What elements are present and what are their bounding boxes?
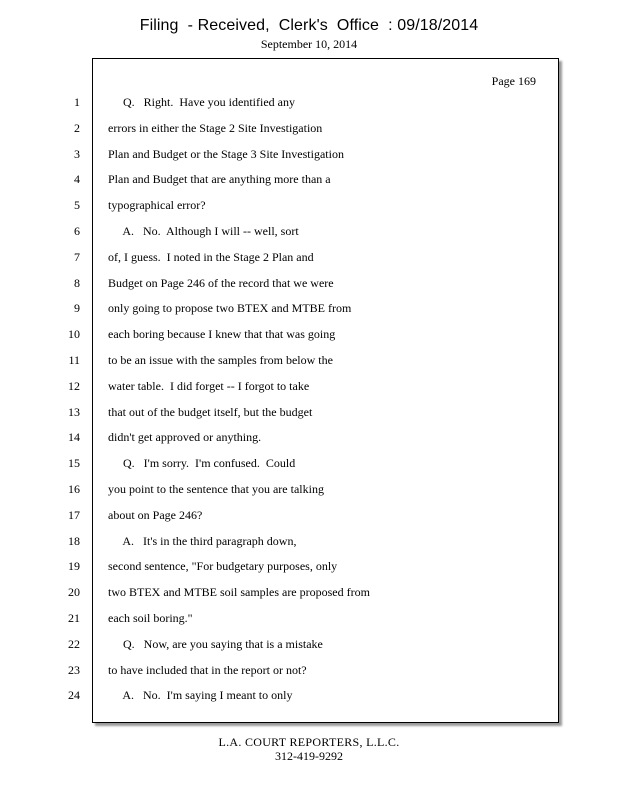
footer-phone: 312-419-9292 [275, 749, 343, 763]
line-number: 12 [68, 379, 80, 393]
line-text: Budget on Page 246 of the record that we were [108, 276, 334, 290]
line-text: Q. Now, are you saying that is a mistake [108, 637, 323, 651]
line-number: 16 [68, 482, 80, 496]
line-number: 7 [74, 250, 80, 264]
line-text: each boring because I knew that that was going [108, 327, 336, 341]
line-number: 17 [68, 508, 80, 522]
line-number: 6 [74, 224, 80, 238]
line-number: 8 [74, 276, 80, 290]
line-text: A. No. Although I will -- well, sort [108, 224, 299, 238]
line-text: to have included that in the report or not? [108, 663, 307, 677]
line-number: 23 [68, 663, 80, 677]
line-number: 5 [74, 198, 80, 212]
line-number: 3 [74, 147, 80, 161]
line-number: 11 [68, 353, 80, 367]
line-text: Plan and Budget that are anything more than a [108, 172, 331, 186]
line-number: 13 [68, 405, 80, 419]
line-text: Q. I'm sorry. I'm confused. Could [108, 456, 296, 470]
line-number: 4 [74, 172, 80, 186]
line-text: didn't get approved or anything. [108, 430, 262, 444]
line-text: to be an issue with the samples from below the [108, 353, 333, 367]
line-number: 14 [68, 430, 80, 444]
line-text: errors in either the Stage 2 Site Investigation [108, 121, 323, 135]
line-text: A. No. I'm saying I meant to only [108, 688, 293, 702]
line-text: Plan and Budget or the Stage 3 Site Investigation [108, 147, 344, 161]
line-text: only going to propose two BTEX and MTBE from [108, 301, 352, 315]
line-number: 1 [74, 95, 80, 109]
line-text: A. It's in the third paragraph down, [108, 534, 297, 548]
filing-stamp: Filing - Received, Clerk's Office : 09/18/2014 [139, 17, 479, 34]
line-text: two BTEX and MTBE soil samples are proposed from [108, 585, 370, 599]
line-number: 20 [68, 585, 80, 599]
line-text: second sentence, "For budgetary purposes, only [108, 559, 338, 573]
line-text: you point to the sentence that you are talking [108, 482, 324, 496]
line-number: 22 [68, 637, 80, 651]
line-number: 15 [68, 456, 80, 470]
line-text: about on Page 246? [108, 508, 203, 522]
page-number: Page 169 [491, 74, 536, 88]
footer-company: L.A. COURT REPORTERS, L.L.C. [218, 735, 400, 749]
line-text: that out of the budget itself, but the budget [108, 405, 313, 419]
line-text: typographical error? [108, 198, 206, 212]
line-text: each soil boring." [108, 611, 193, 625]
line-number: 24 [68, 688, 80, 702]
line-number: 19 [68, 559, 80, 573]
transcript-date: September 10, 2014 [260, 37, 358, 51]
line-number: 21 [68, 611, 80, 625]
line-number: 2 [74, 121, 80, 135]
line-text: water table. I did forget -- I forgot to take [108, 379, 310, 393]
line-text: Q. Right. Have you identified any [108, 95, 295, 109]
line-number: 10 [68, 327, 80, 341]
line-number: 9 [74, 301, 80, 315]
line-text: of, I guess. I noted in the Stage 2 Plan and [108, 250, 314, 264]
line-number: 18 [68, 534, 80, 548]
